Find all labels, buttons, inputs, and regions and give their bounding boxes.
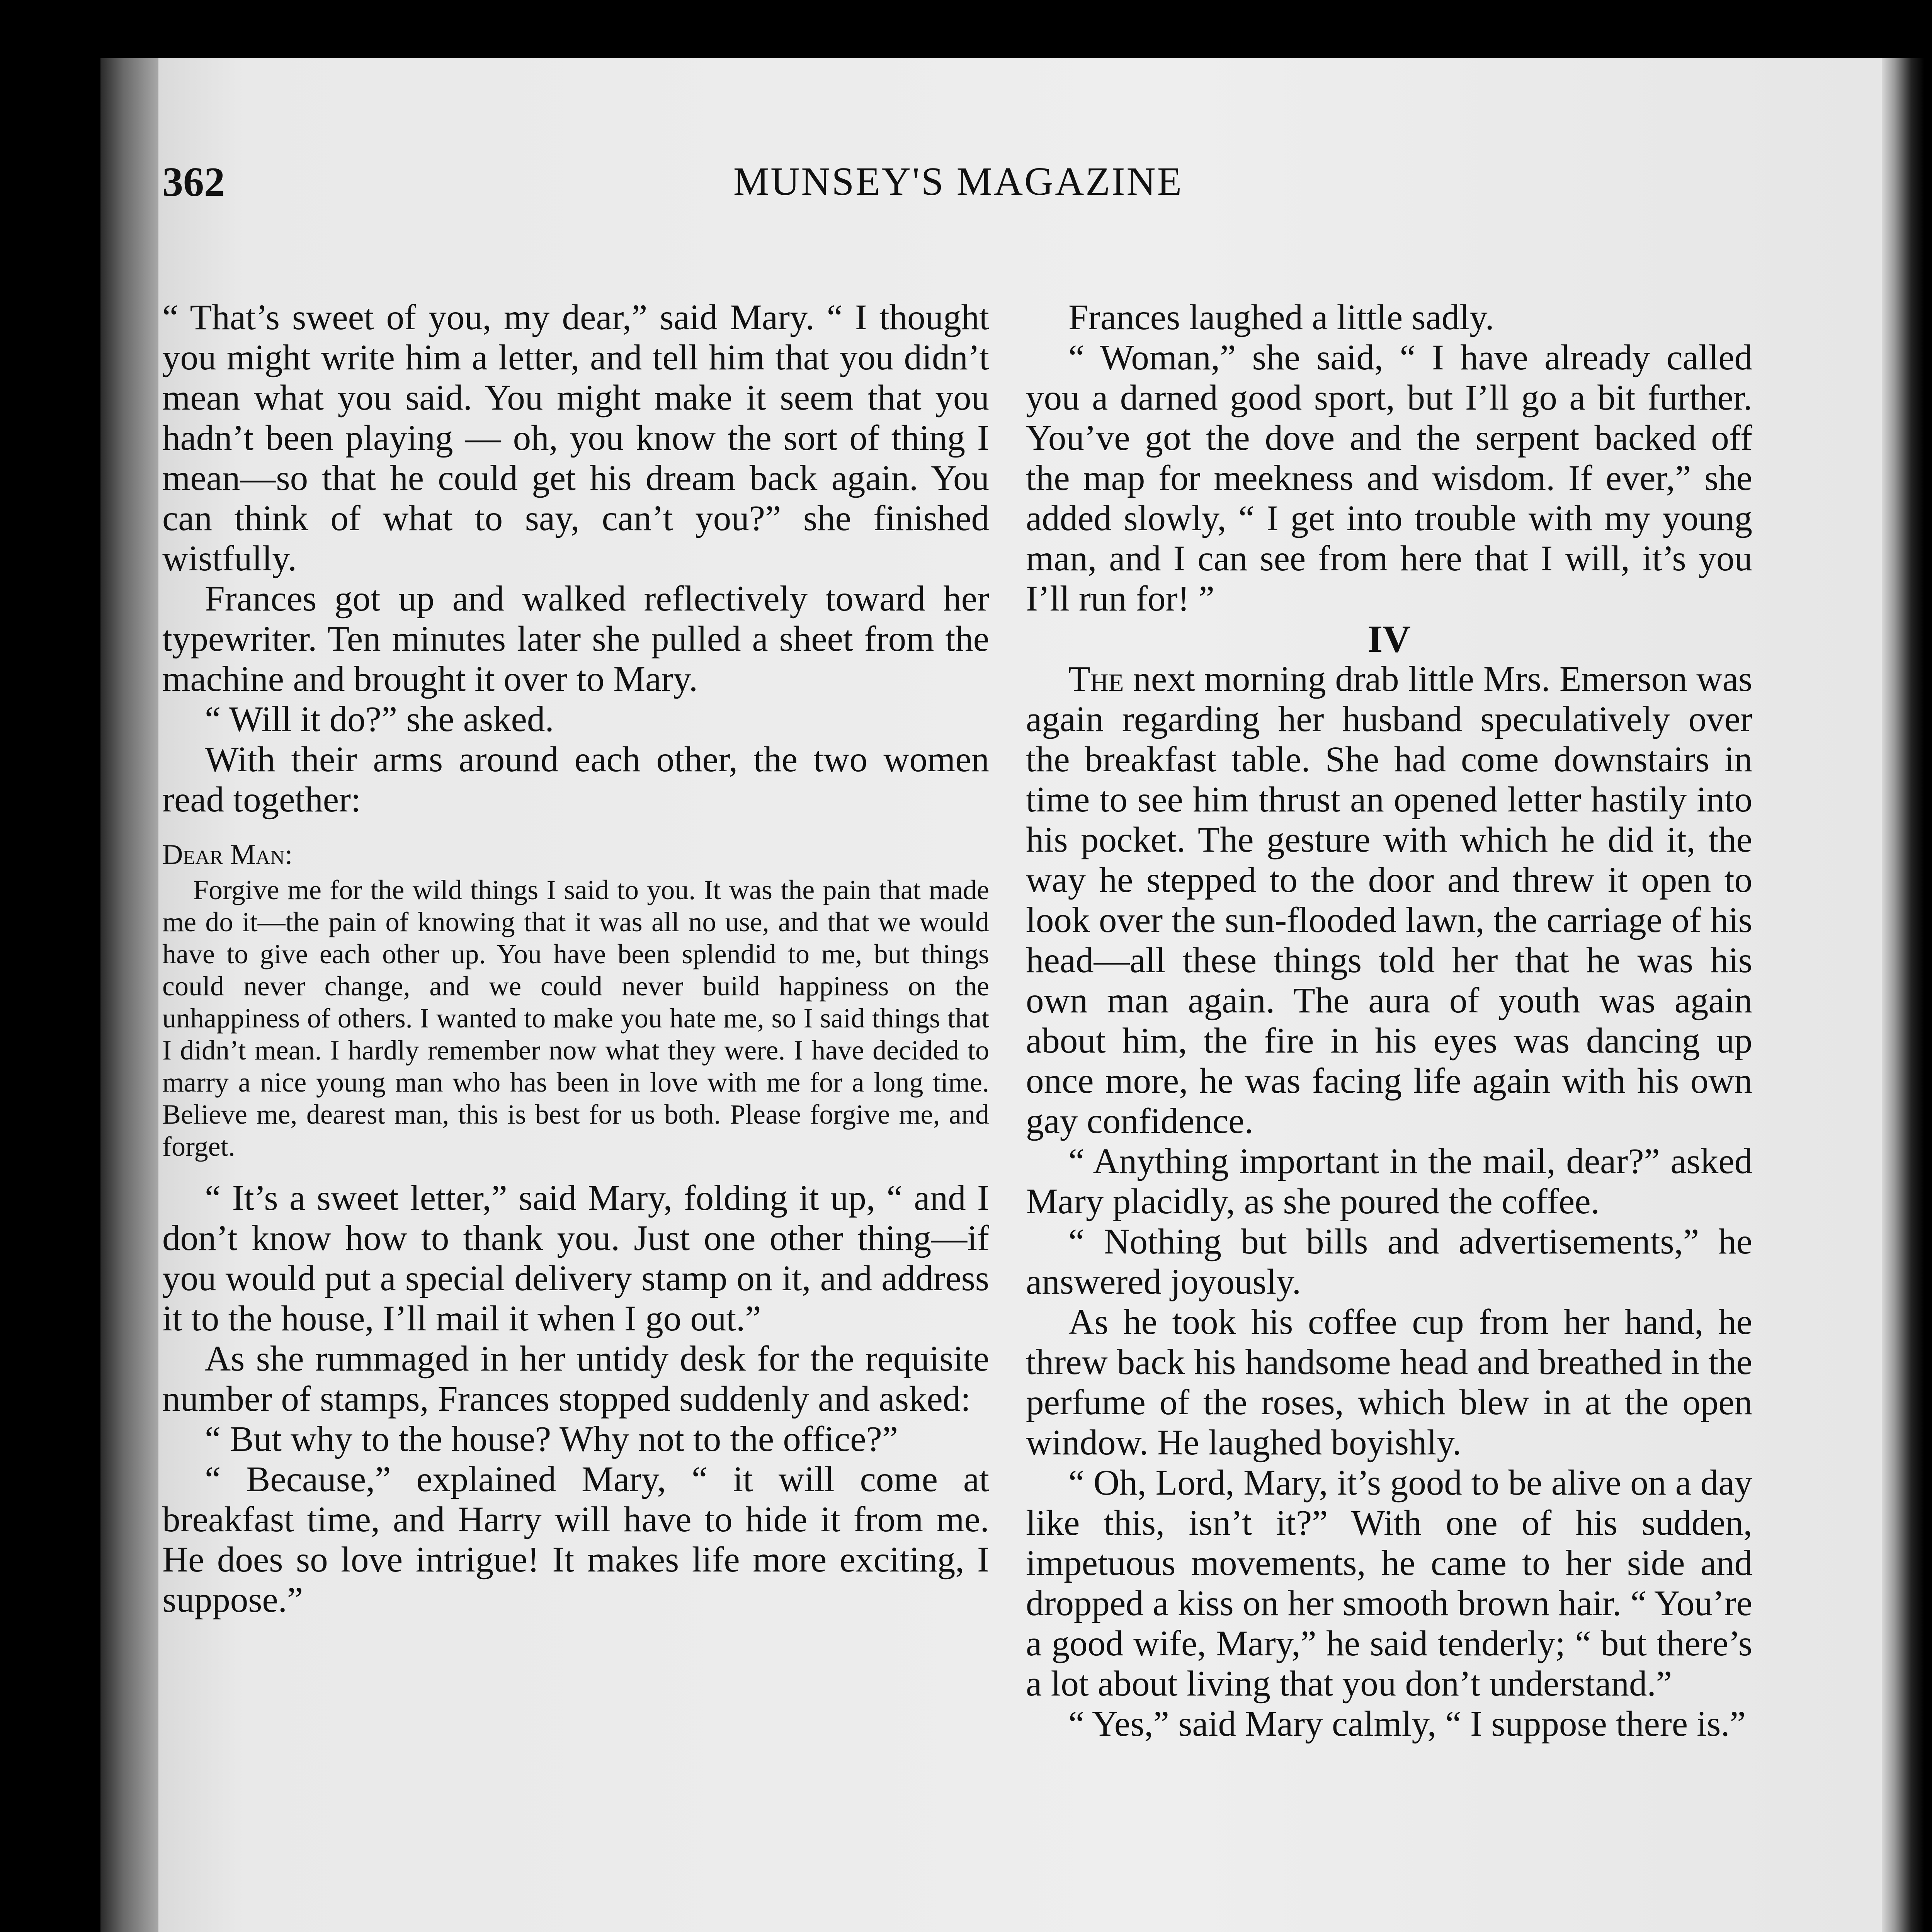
right-column [1026, 298, 1752, 1744]
running-head: MUNSEY'S MAGAZINE [733, 159, 1184, 204]
paragraph: “ But why to the house? Why not to the office?” [205, 1419, 898, 1459]
paragraph-text: next morning drab little Mrs. Emerson was again regarding her husband speculatively over the breakfast table. She had come downstairs in time to see him thrust an opened letter hastily into his pocket. The gesture with which he did it, the way he stepped to the door and threw it open to look over the sun-flooded lawn, the carriage of his head—all these things told her that he was his own man again. The aura of youth was again about him, the fire in his eyes was dancing up once more, he was facing life again with his own gay confidence. [1026, 659, 1752, 1141]
paragraph: “ Anything important in the mail, dear?” asked Mary placidly, as she poured the coffee. [1026, 1141, 1752, 1221]
paragraph: With their arms around each other, the two women read together: [162, 740, 989, 820]
page-binding-shadow [100, 58, 158, 1932]
letter-salutation: Dear Man: [162, 839, 293, 871]
lead-word: The [1068, 659, 1124, 699]
paragraph: As he took his coffee cup from her hand, he threw back his handsome head and breathed in the perfume of the roses, which blew in at the open window. He laughed boyishly. [1026, 1302, 1752, 1463]
paragraph: “ Because,” explained Mary, “ it will come at breakfast time, and Harry will have to hide it from me. He does so love intrigue! It makes life more exciting, I suppose.” [162, 1459, 989, 1620]
letter-body [162, 874, 989, 1163]
page-header [162, 158, 1754, 209]
paragraph: “ Will it do?” she asked. [205, 699, 554, 739]
paragraph: “ Woman,” she said, “ I have already called you a darned good sport, but I’ll go a bit further. You’ve got the dove and the serpent backed off the map for meekness and wisdom. If ever,” she added slowly, “ I get into trouble with my young man, and I can see from here that I will, it’s you I’ll run for! ” [1026, 338, 1752, 619]
page-edge [1882, 58, 1924, 1932]
paragraph: “ Yes,” said Mary calmly, “ I suppose there is.” [1068, 1704, 1746, 1744]
page-number: 362 [162, 159, 225, 205]
paragraph: “ That’s sweet of you, my dear,” said Mary. “ I thought you might write him a letter, and tell him that you didn’t mean what you said. You might make it seem that you hadn’t been playing — oh, you know the sort of thing I mean—so that he could get his dream back again. You can think of what to say, can’t you?” she finished wistfully. [162, 298, 989, 578]
paragraph: “ Nothing but bills and advertisements,” he answered joyously. [1026, 1222, 1752, 1302]
paragraph: Frances laughed a little sadly. [1068, 298, 1494, 337]
paragraph: Frances got up and walked reflectively toward her typewriter. Ten minutes later she pulled a sheet from the machine and brought it over to Mary. [162, 579, 989, 699]
paragraph: As she rummaged in her untidy desk for the requisite number of stamps, Frances stopped suddenly and asked: [162, 1339, 989, 1419]
letter-text: Forgive me for the wild things I said to you. It was the pain that made me do it—the pain of knowing that it was all no use, and that we would have to give each other up. You have been splendid to me, but things could never change, and we could never build happiness on the unhappiness of others. I wanted to make you hate me, so I said things that I didn’t mean. I hardly remember now what they were. I have decided to marry a nice young man who has been in love with me for a long time. Believe me, dearest man, this is best for us both. Please forgive me, and forget. [162, 874, 989, 1162]
section-heading: IV [1367, 617, 1411, 660]
paragraph [1026, 659, 1752, 1141]
paragraph: “ Oh, Lord, Mary, it’s good to be alive on a day like this, isn’t it?” With one of his sudden, impetuous movements, he came to her side and dropped a kiss on her smooth brown hair. “ You’re a good wife, Mary,” he said tenderly; “ but there’s a lot about living that you don’t understand.” [1026, 1463, 1752, 1704]
paragraph: “ It’s a sweet letter,” said Mary, folding it up, “ and I don’t know how to thank you. Just one other thing—if you would put a special delivery stamp on it, and address it to the house, I’ll mail it when I go out.” [162, 1178, 989, 1338]
left-column [162, 298, 989, 1620]
